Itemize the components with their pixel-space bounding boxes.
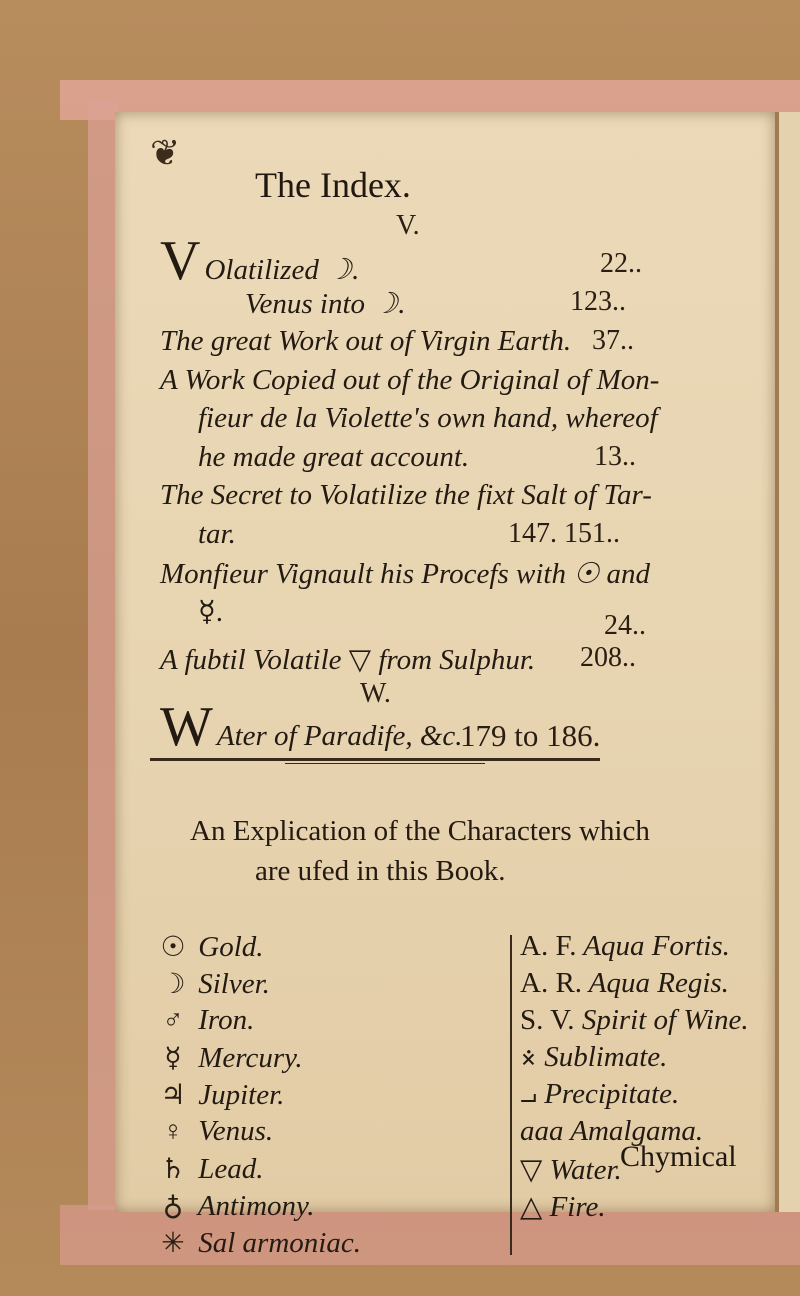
page-number: 22..: [600, 248, 642, 279]
ornament-flourish-icon: ❦: [150, 133, 181, 173]
character-name: Silver.: [198, 968, 270, 1000]
character-abbr: A. F.: [520, 930, 577, 962]
character-row: [520, 967, 729, 1000]
index-entry: A Work Copied out of the Original of Mon-: [160, 364, 660, 396]
explanation-heading: An Explication of the Characters which: [190, 815, 650, 847]
explanation-subheading: are ufed in this Book.: [255, 855, 506, 887]
sublimate-symbol-icon: ⨰: [520, 1041, 537, 1073]
character-name: Sublimate.: [544, 1041, 668, 1073]
page-title: The Index.: [255, 165, 411, 205]
index-entry: ☿.: [198, 596, 224, 628]
character-name: Venus.: [198, 1115, 274, 1147]
lead-symbol-icon: ♄: [160, 1154, 186, 1185]
entry-text: Olatilized ☽.: [204, 254, 360, 286]
facing-page-edge: [779, 112, 800, 1212]
character-row: [520, 1041, 667, 1074]
character-row: [155, 1078, 284, 1112]
index-entry: The Secret to Volatilize the fixt Salt of Tar-: [160, 479, 652, 511]
cover-edge-left: [88, 100, 118, 1210]
mercury-symbol-icon: ☿: [164, 1043, 182, 1074]
character-row: [155, 930, 264, 964]
drop-cap: W: [160, 696, 213, 758]
venus-symbol-icon: ♀: [162, 1116, 184, 1147]
index-entry: fieur de la Violette's own hand, whereof: [198, 402, 658, 434]
character-abbr: A. R.: [520, 967, 583, 999]
character-row: [155, 967, 270, 1001]
page-number: 24..: [604, 610, 646, 641]
index-entry: tar.: [198, 518, 236, 550]
character-row: [155, 1004, 254, 1037]
index-entry: Venus into ☽.: [245, 288, 406, 320]
divider-rule-thin: [285, 763, 485, 764]
character-name: Water.: [549, 1154, 622, 1186]
index-entry: he made great account.: [198, 441, 470, 473]
entry-text: Ater of Paradife, &c.: [216, 720, 463, 752]
page-number: 13..: [594, 441, 636, 472]
page-number: 147. 151..: [508, 518, 620, 549]
character-name: Gold.: [198, 931, 264, 963]
jupiter-symbol-icon: ♃: [160, 1080, 186, 1111]
character-name: Iron.: [198, 1004, 255, 1036]
character-name: Aqua Fortis.: [583, 930, 730, 962]
divider-rule: [150, 758, 600, 761]
amalgama-symbol-icon: aaa: [520, 1115, 564, 1147]
drop-cap: V: [160, 230, 201, 292]
column-divider: [510, 935, 512, 1255]
page-number: 123..: [570, 286, 626, 317]
antimony-symbol-icon: ♁: [162, 1191, 184, 1222]
character-row: [520, 1078, 679, 1111]
index-entry: Monfieur Vignault his Procefs with ☉ and: [160, 558, 650, 590]
character-row: [155, 1226, 361, 1260]
page-number: 208..: [580, 642, 636, 673]
page-fold: [775, 112, 779, 1212]
character-name: Sal armoniac.: [198, 1227, 361, 1259]
sal-armoniac-symbol-icon: ✳: [161, 1228, 185, 1259]
character-row: [155, 1152, 264, 1186]
character-name: Fire.: [549, 1191, 606, 1223]
page-number: 179 to 186.: [460, 718, 601, 753]
precipitate-symbol-icon: ⨼: [520, 1078, 537, 1110]
character-row: [520, 1189, 606, 1224]
index-entry: The great Work out of Virgin Earth.: [160, 325, 572, 357]
iron-symbol-icon: ♂: [162, 1005, 184, 1036]
character-name: Aqua Regis.: [588, 967, 729, 999]
character-row: [520, 1152, 622, 1187]
section-letter-w: W.: [360, 678, 391, 709]
index-entry: A fubtil Volatile ▽ from Sulphur.: [160, 644, 536, 676]
character-row: [155, 1115, 273, 1148]
character-name: Antimony.: [197, 1190, 315, 1222]
water-symbol-icon: ▽: [520, 1154, 543, 1186]
character-row: [155, 1041, 303, 1075]
section-letter-v: V.: [396, 210, 420, 241]
character-row: [155, 1189, 315, 1223]
fire-symbol-icon: △: [520, 1191, 543, 1223]
index-entry: [160, 230, 360, 292]
catchword: Chymical: [620, 1140, 737, 1173]
character-name: Mercury.: [198, 1042, 303, 1074]
character-row: [520, 1004, 749, 1037]
character-name: Lead.: [198, 1153, 264, 1185]
character-name: Spirit of Wine.: [581, 1004, 749, 1036]
character-name: Precipitate.: [544, 1078, 680, 1110]
index-entry: [160, 696, 463, 758]
page-number: 37..: [592, 325, 634, 356]
character-row: [520, 930, 730, 963]
silver-symbol-icon: ☽: [160, 969, 186, 1000]
character-abbr: S. V.: [520, 1004, 575, 1036]
character-name: Amalgama.: [570, 1115, 704, 1147]
character-name: Jupiter.: [198, 1079, 285, 1111]
gold-symbol-icon: ☉: [160, 932, 186, 963]
